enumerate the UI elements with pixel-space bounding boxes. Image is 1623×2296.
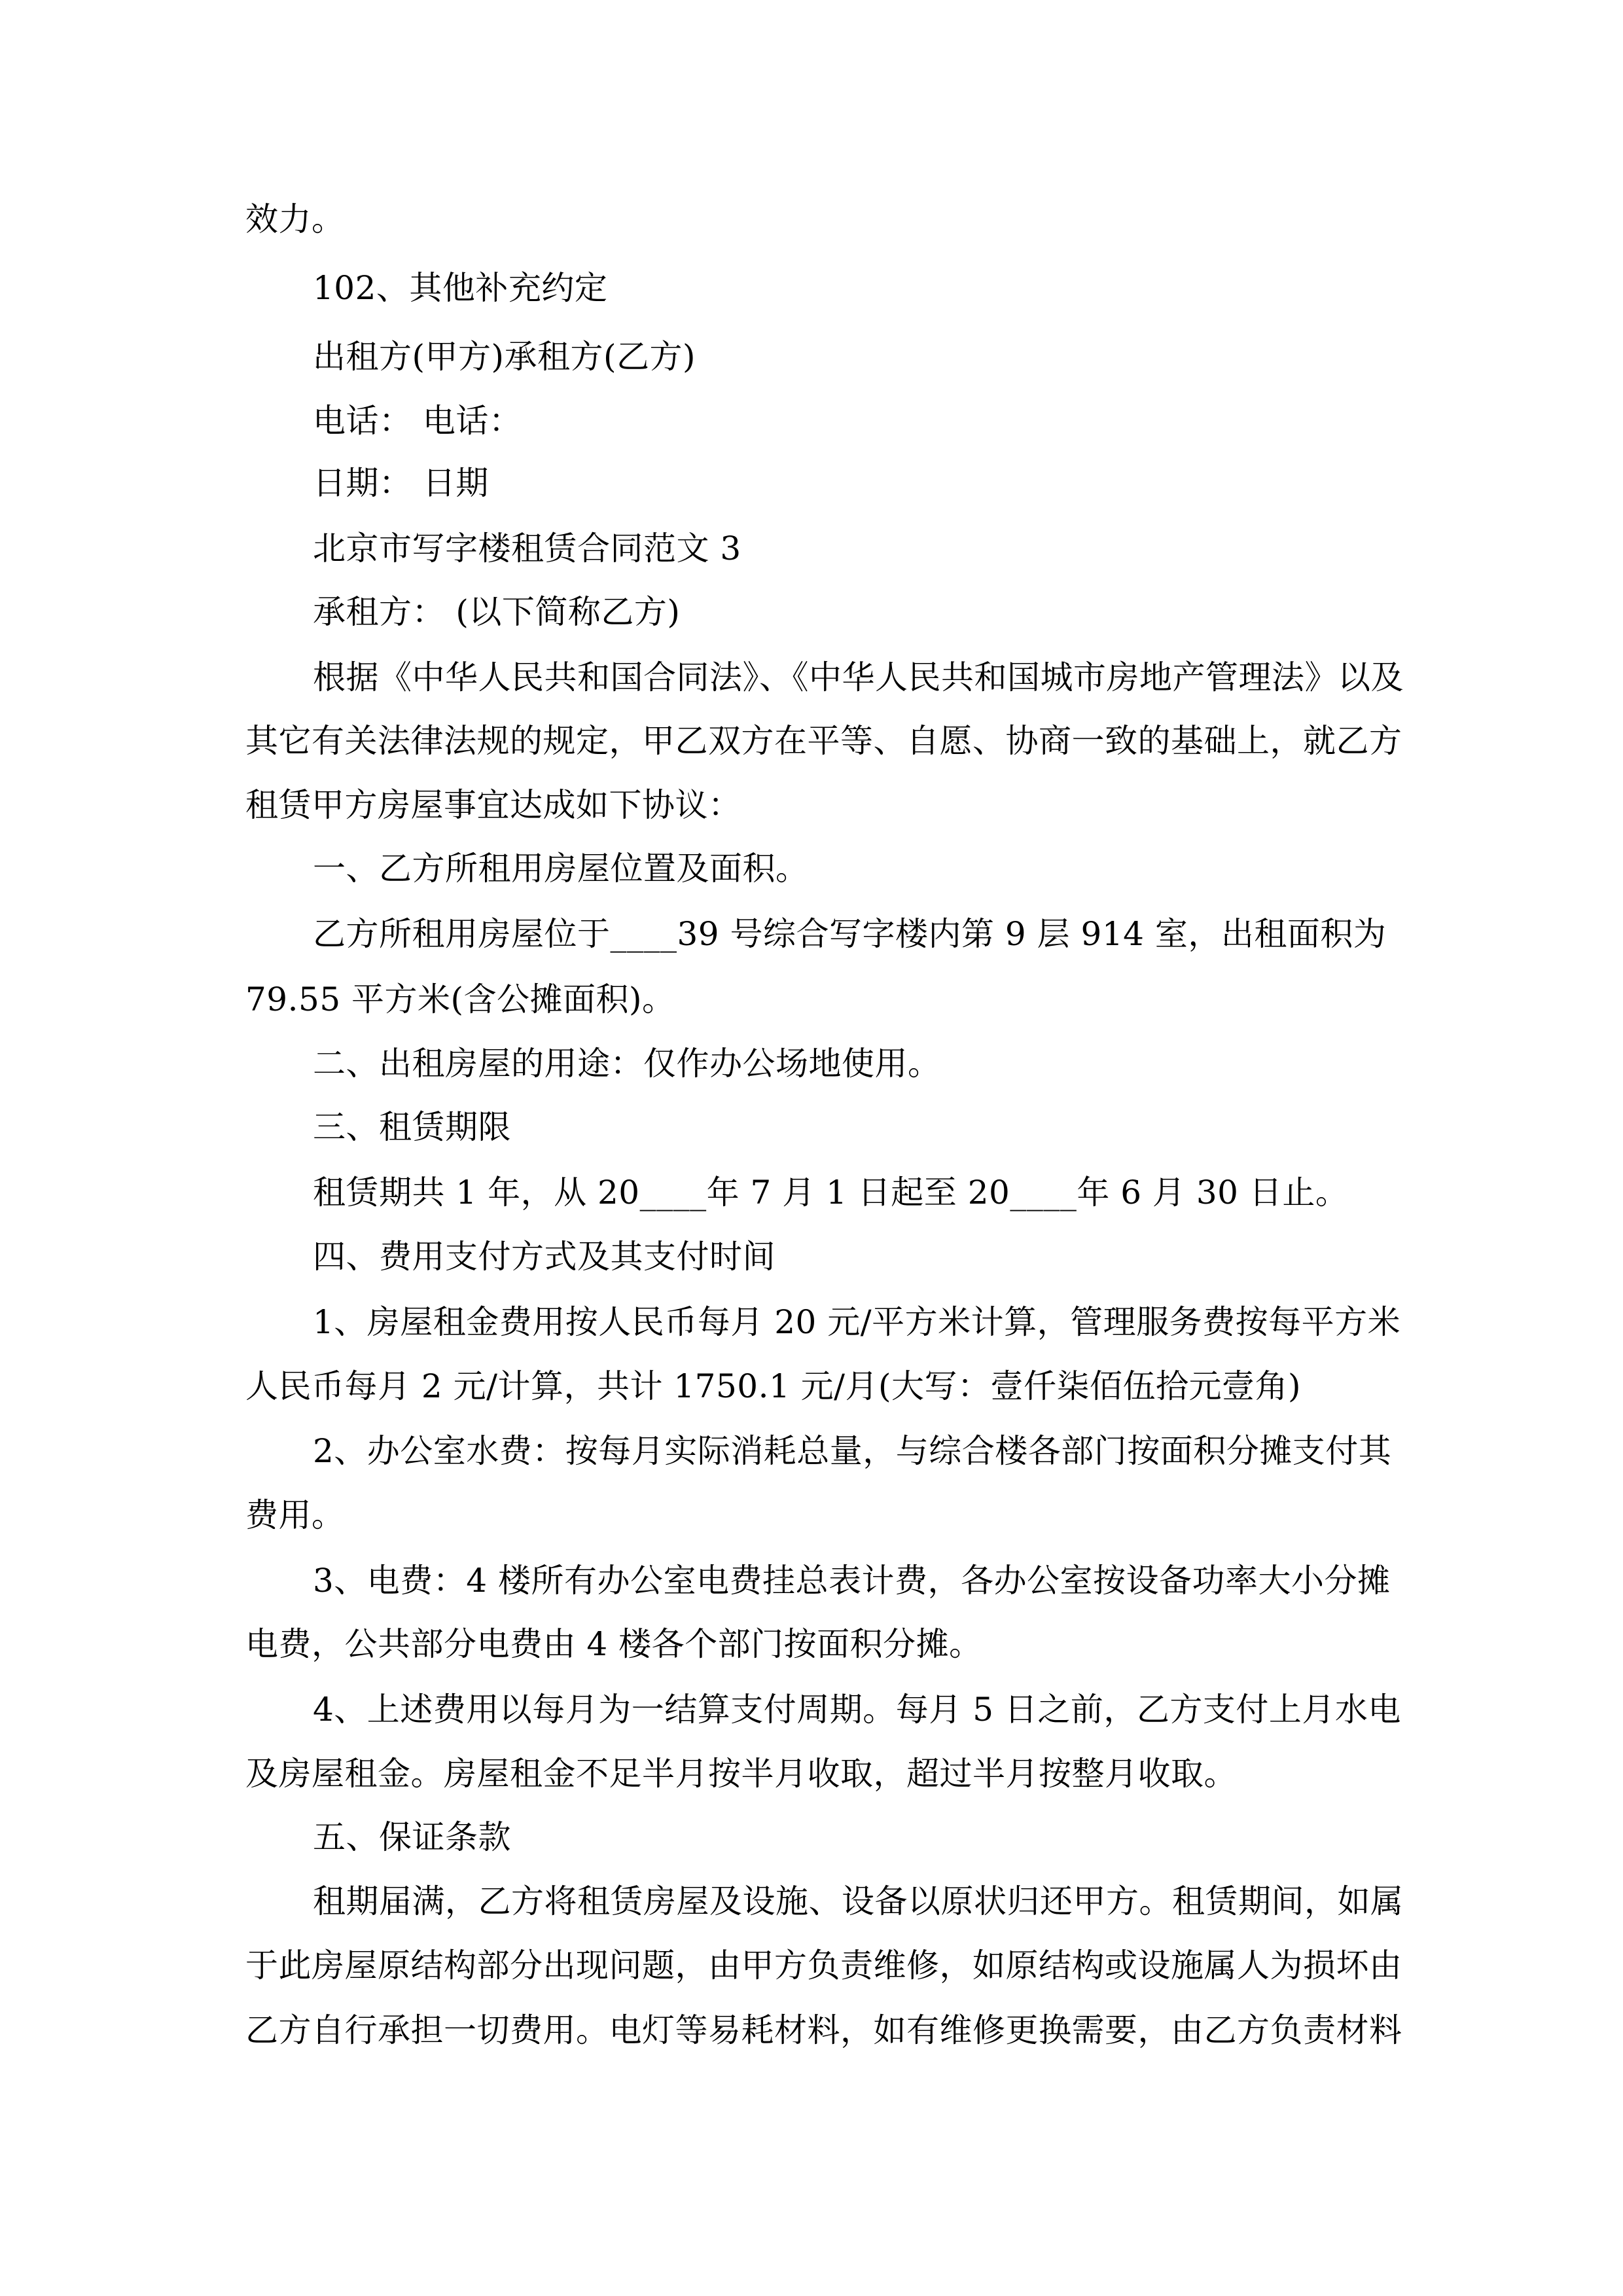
section-heading: 四、费用支付方式及其支付时间	[313, 1238, 776, 1276]
text-line: 日期： 日期	[313, 464, 489, 502]
text-line: 于此房屋原结构部分出现问题，由甲方负责维修，如原结构或设施属人为损坏由	[245, 1946, 1402, 1984]
text-line: 租赁甲方房屋事宜达成如下协议：	[245, 786, 741, 824]
text-line: 乙方所租用房屋位于____39 号综合写字楼内第 9 层 914 室，出租面积为	[313, 915, 1387, 953]
text-line: 及房屋租金。房屋租金不足半月按半月收取，超过半月按整月收取。	[245, 1755, 1237, 1793]
text-line: 电话： 电话：	[313, 402, 522, 440]
text-line: 承租方： (以下简称乙方)	[313, 593, 681, 631]
section-heading: 102、其他补充约定	[313, 269, 608, 307]
text-line: 人民币每月 2 元/计算，共计 1750.1 元/月(大写：壹仟柒佰伍拾元壹角)	[245, 1367, 1302, 1405]
text-line: 4、上述费用以每月为一结算支付周期。每月 5 日之前，乙方支付上月水电	[313, 1691, 1401, 1729]
text-line: 1、房屋租金费用按人民币每月 20 元/平方米计算，管理服务费按每平方米	[313, 1303, 1401, 1341]
text-line: 费用。	[245, 1496, 345, 1534]
text-line: 租期届满，乙方将租赁房屋及设施、设备以原状归还甲方。租赁期间，如属	[313, 1882, 1404, 1920]
section-heading: 三、租赁期限	[313, 1108, 511, 1146]
text-line: 出租方(甲方)承租方(乙方)	[313, 338, 696, 376]
text-line: 效力。	[245, 200, 345, 238]
text-line: 乙方自行承担一切费用。电灯等易耗材料，如有维修更换需要，由乙方负责材料	[245, 2011, 1402, 2049]
text-line: 电费，公共部分电费由 4 楼各个部门按面积分摊。	[245, 1625, 982, 1663]
text-line: 根据《中华人民共和国合同法》、《中华人民共和国城市房地产管理法》以及	[313, 658, 1404, 696]
text-line: 2、办公室水费：按每月实际消耗总量，与综合楼各部门按面积分摊支付其	[313, 1432, 1392, 1470]
text-line: 79.55 平方米(含公摊面积)。	[245, 980, 675, 1018]
section-heading: 一、乙方所租用房屋位置及面积。	[313, 850, 809, 888]
section-heading: 五、保证条款	[313, 1818, 511, 1856]
document-title: 北京市写字楼租赁合同范文 3	[313, 529, 741, 567]
section-heading: 二、出租房屋的用途：仅作办公场地使用。	[313, 1045, 941, 1083]
text-line: 其它有关法律法规的规定，甲乙双方在平等、自愿、协商一致的基础上，就乙方	[245, 722, 1402, 760]
text-line: 租赁期共 1 年，从 20____年 7 月 1 日起至 20____年 6 月 30 日止。	[313, 1174, 1349, 1211]
text-line: 3、电费：4 楼所有办公室电费挂总表计费，各办公室按设备功率大小分摊	[313, 1562, 1391, 1600]
